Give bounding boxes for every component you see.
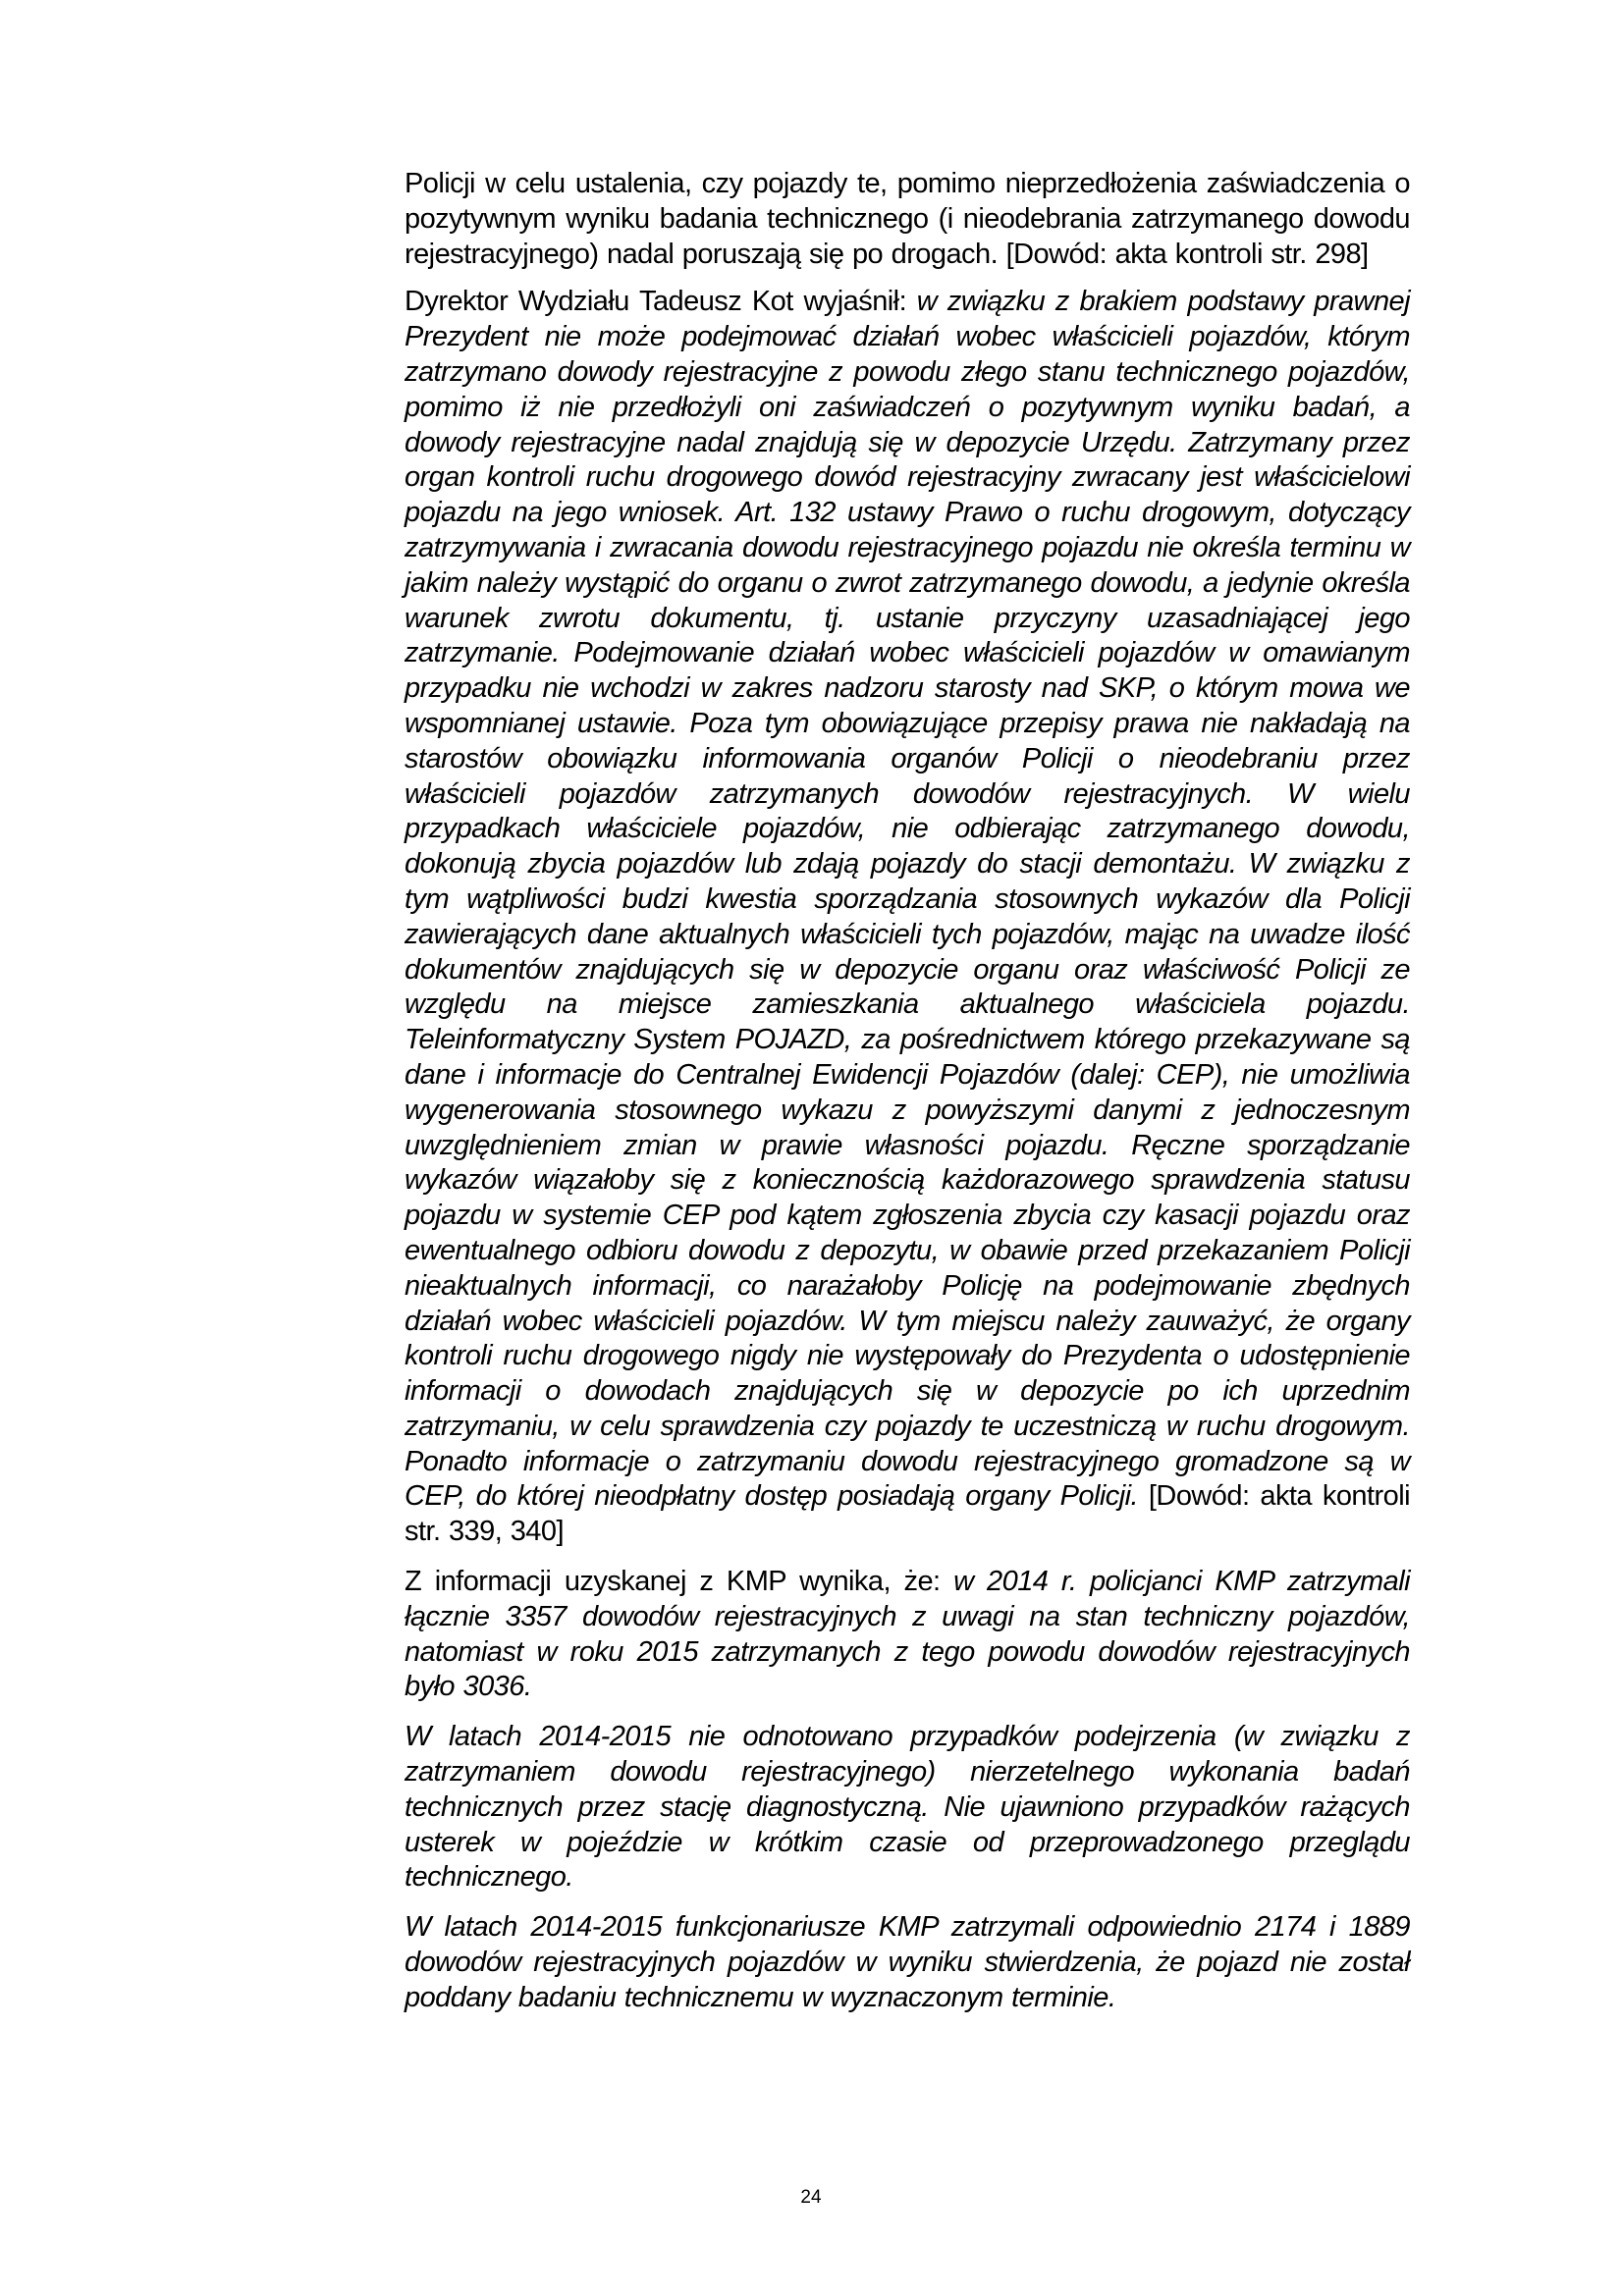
paragraph-lead-text: Z informacji uzyskanej z KMP wynika, że: [405, 1566, 954, 1598]
paragraph-lead-text: Dyrektor Wydziału Tadeusz Kot wyjaśnił: [405, 286, 917, 318]
paragraph-director-explanation [405, 285, 1410, 1550]
paragraph-no-suspicion-cases [405, 1720, 1410, 1896]
paragraph-kmp-information [405, 1565, 1410, 1705]
paragraph-police-verification [405, 167, 1410, 272]
paragraph-text: Policji w celu ustalenia, czy pojazdy te, pomimo nieprzedłożenia zaświadczenia o pozytywnym wyniku badania technicznego (i nieodebrania zatrzymanego dowodu rejestracyjnego) nadal poruszają się po drogach. [Dowód: akta kontroli str. 298] [405, 168, 1410, 270]
document-body [405, 167, 1410, 2029]
page-number: 24 [800, 2187, 822, 2208]
paragraph-text: W latach 2014-2015 funkcjonariusze KMP zatrzymali odpowiednio 2174 i 1889 dowodów rejestracyjnych pojazdów w wyniku stwierdzenia, że pojazd nie został poddany badaniu technicznemu w wyznaczonym terminie. [405, 1911, 1410, 2013]
paragraph-quoted-information: w 2014 r. policjanci KMP zatrzymali łącznie 3357 dowodów rejestracyjnych z uwagi na stan techniczny pojazdów, natomiast w roku 2015 zatrzymanych z tego powodu dowodów rejestracyjnych było 3036. [405, 1566, 1410, 1703]
paragraph-text: W latach 2014-2015 nie odnotowano przypadków podejrzenia (w związku z zatrzymaniem dowodu rejestracyjnego) nierzetelnego wykonania badań technicznych przez stację diagnostyczną. Nie ujawniono przypadków rażących usterek w pojeździe w krótkim czasie od przeprowadzonego przeglądu technicznego. [405, 1721, 1410, 1894]
paragraph-retained-documents [405, 1910, 1410, 2015]
paragraph-evidence-reference: [Dowód: akta kontroli str. 339, 340] [405, 1480, 1410, 1548]
paragraph-quoted-explanation: w związku z brakiem podstawy prawnej Prezydent nie może podejmować działań wobec właścicieli pojazdów, którym zatrzymano dowody rejestracyjne z powodu złego stanu technicznego pojazdów, pomimo iż nie przedłożyli oni zaświadczeń o pozytywnym wyniku badań, a dowody rejestracyjne nadal znajdują się w depozycie Urzędu. Zatrzymany przez organ kontroli ruchu drogowego dowód rejestracyjny zwracany jest właścicielowi pojazdu na jego wniosek. Art. 132 ustawy Prawo o ruchu drogowym, dotyczący zatrzymywania i zwracania dowodu rejestracyjnego pojazdu nie określa terminu w jakim należy wystąpić do organu o zwrot zatrzymanego dowodu, a jedynie określa warunek zwrotu dokumentu, tj. ustanie przyczyny uzasadniającej jego zatrzymanie. Podejmowanie działań wobec właścicieli pojazdów w omawianym przypadku nie wchodzi w zakres nadzoru starosty nad SKP, o którym mowa we wspomnianej ustawie. Poza tym obowiązujące przepisy prawa nie nakładają na starostów obowiązku informowania organów Policji o nieodebraniu przez właścicieli pojazdów zatrzymanych dowodów rejestracyjnych. W wielu przypadkach właściciele pojazdów, nie odbierając zatrzymanego dowodu, dokonują zbycia pojazdów lub zdają pojazdy do stacji demontażu. W związku z tym wątpliwości budzi kwestia sporządzania stosownych wykazów dla Policji zawierających dane aktualnych właścicieli tych pojazdów, mając na uwadze ilość dokumentów znajdujących się w depozycie organu oraz właściwość Policji ze względu na miejsce zamieszkania aktualnego właściciela pojazdu. Teleinformatyczny System POJAZD, za pośrednictwem którego przekazywane są dane i informacje do Centralnej Ewidencji Pojazdów (dalej: CEP), nie umożliwia wygenerowania stosownego wykazu z powyższymi danymi z jednoczesnym uwzględnieniem zmian w prawie własności pojazdu. Ręczne sporządzanie wykazów wiązałoby się z koniecznością każdorazowego sprawdzenia statusu pojazdu w systemie CEP pod kątem zgłoszenia zbycia czy kasacji pojazdu oraz ewentualnego odbioru dowodu z depozytu, w obawie przed przekazaniem Policji nieaktualnych informacji, co narażałoby Policję na podejmowanie zbędnych działań wobec właścicieli pojazdów. W tym miejscu należy zauważyć, że organy kontroli ruchu drogowego nigdy nie występowały do Prezydenta o udostępnienie informacji o dowodach znajdujących się w depozycie po ich uprzednim zatrzymaniu, w celu sprawdzenia czy pojazdy te uczestniczą w ruchu drogowym. Ponadto informacje o zatrzymaniu dowodu rejestracyjnego gromadzone są w CEP, do której nieodpłatny dostęp posiadają organy Policji. [405, 286, 1410, 1513]
